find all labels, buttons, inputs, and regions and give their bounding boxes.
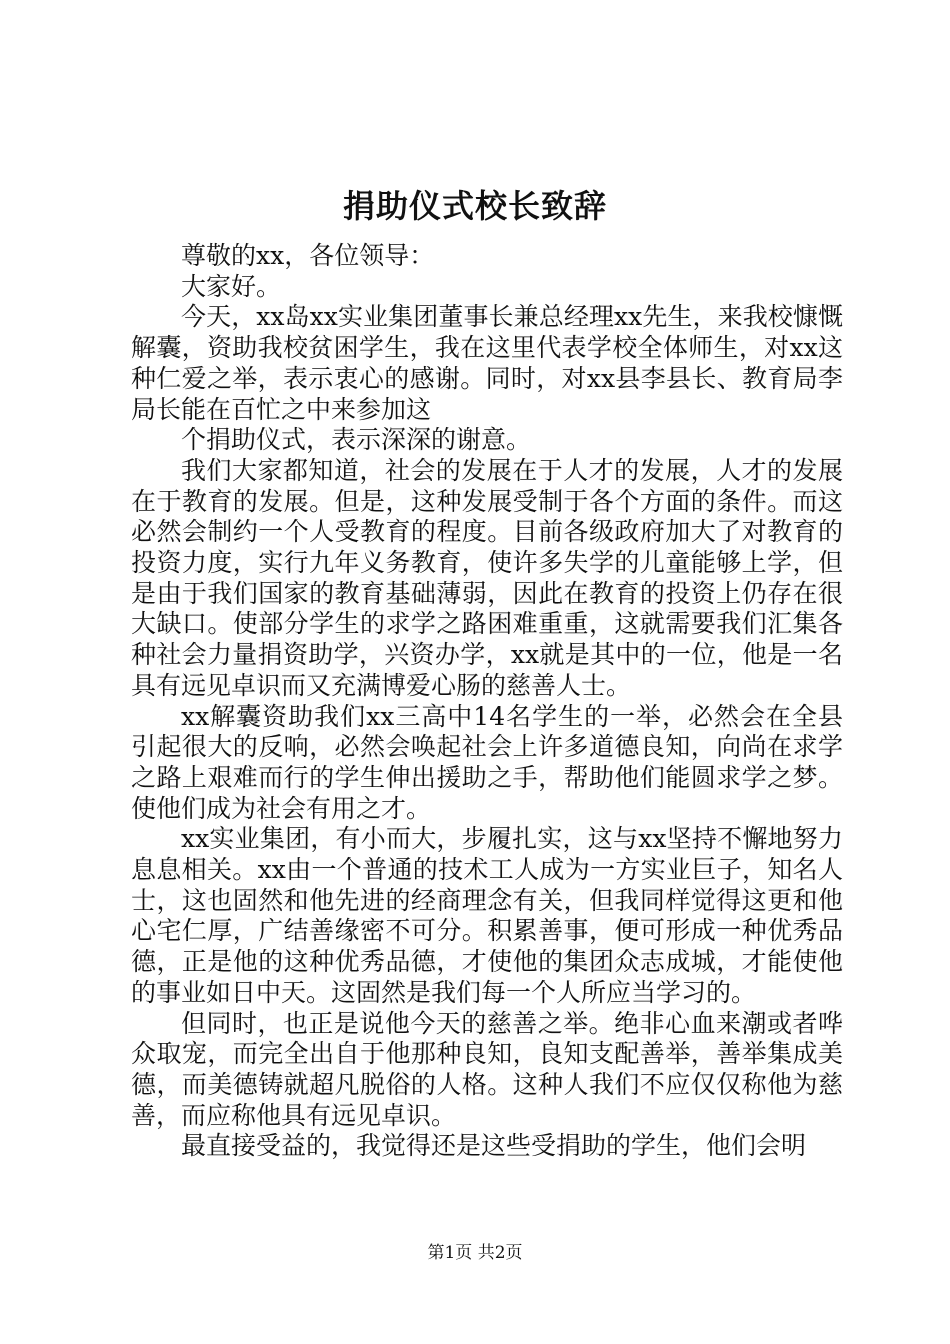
page-footer: 第1页 共2页 [427, 1243, 523, 1263]
greeting-paragraph: 大家好。 [181, 271, 282, 301]
salutation-paragraph: 尊敬的xx，各位领导： [181, 241, 435, 270]
body-paragraph: 个捐助仪式，表示深深的谢意。 [181, 425, 532, 455]
body-paragraph: 今天，xx岛xx实业集团董事长兼总经理xx先生，来我校慷慨解囊，资助我校贫困学生，我在这里代表学校全体师生，对xx这种仁爱之举，表示衷心的感谢。同时，对xx县李县长、教育局李局长能在百忙之中来参加这 [131, 302, 843, 424]
body-paragraph: xx解囊资助我们xx三高中14名学生的一举，必然会在全县引起很大的反响，必然会唤起社会上许多道德良知，向尚在求学之路上艰难而行的学生伸出援助之手，帮助他们能圆求学之梦。使他们成为社会有用之才。 [131, 701, 843, 823]
document-body [131, 241, 843, 1162]
body-paragraph: 但同时，也正是说他今天的慈善之举。绝非心血来潮或者哗众取宠，而完全出自于他那种良知，良知支配善举，善举集成美德，而美德铸就超凡脱俗的人格。这种人我们不应仅仅称他为慈善，而应称他具有远见卓识。 [131, 1008, 843, 1130]
body-paragraph: xx实业集团，有小而大，步履扎实，这与xx坚持不懈地努力息息相关。xx由一个普通的技术工人成为一方实业巨子，知名人士，这也固然和他先进的经商理念有关，但我同样觉得这更和他心宅仁厚，广结善缘密不可分。积累善事，便可形成一种优秀品德，正是他的这种优秀品德，才使他的集团众志成城，才能使他的事业如日中天。这固然是我们每一个人所应当学习的。 [131, 824, 843, 1007]
body-paragraph: 我们大家都知道，社会的发展在于人才的发展，人才的发展在于教育的发展。但是，这种发展受制于各个方面的条件。而这必然会制约一个人受教育的程度。目前各级政府加大了对教育的投资力度，实行九年义务教育，使许多失学的儿童能够上学，但是由于我们国家的教育基础薄弱，因此在教育的投资上仍存在很大缺口。使部分学生的求学之路困难重重，这就需要我们汇集各种社会力量捐资助学，兴资办学，xx就是其中的一位，他是一名具有远见卓识而又充满博爱心肠的慈善人士。 [131, 455, 843, 700]
document-title: 捐助仪式校长致辞 [342, 187, 607, 225]
body-paragraph: 最直接受益的，我觉得还是这些受捐助的学生，他们会明 [181, 1131, 807, 1161]
